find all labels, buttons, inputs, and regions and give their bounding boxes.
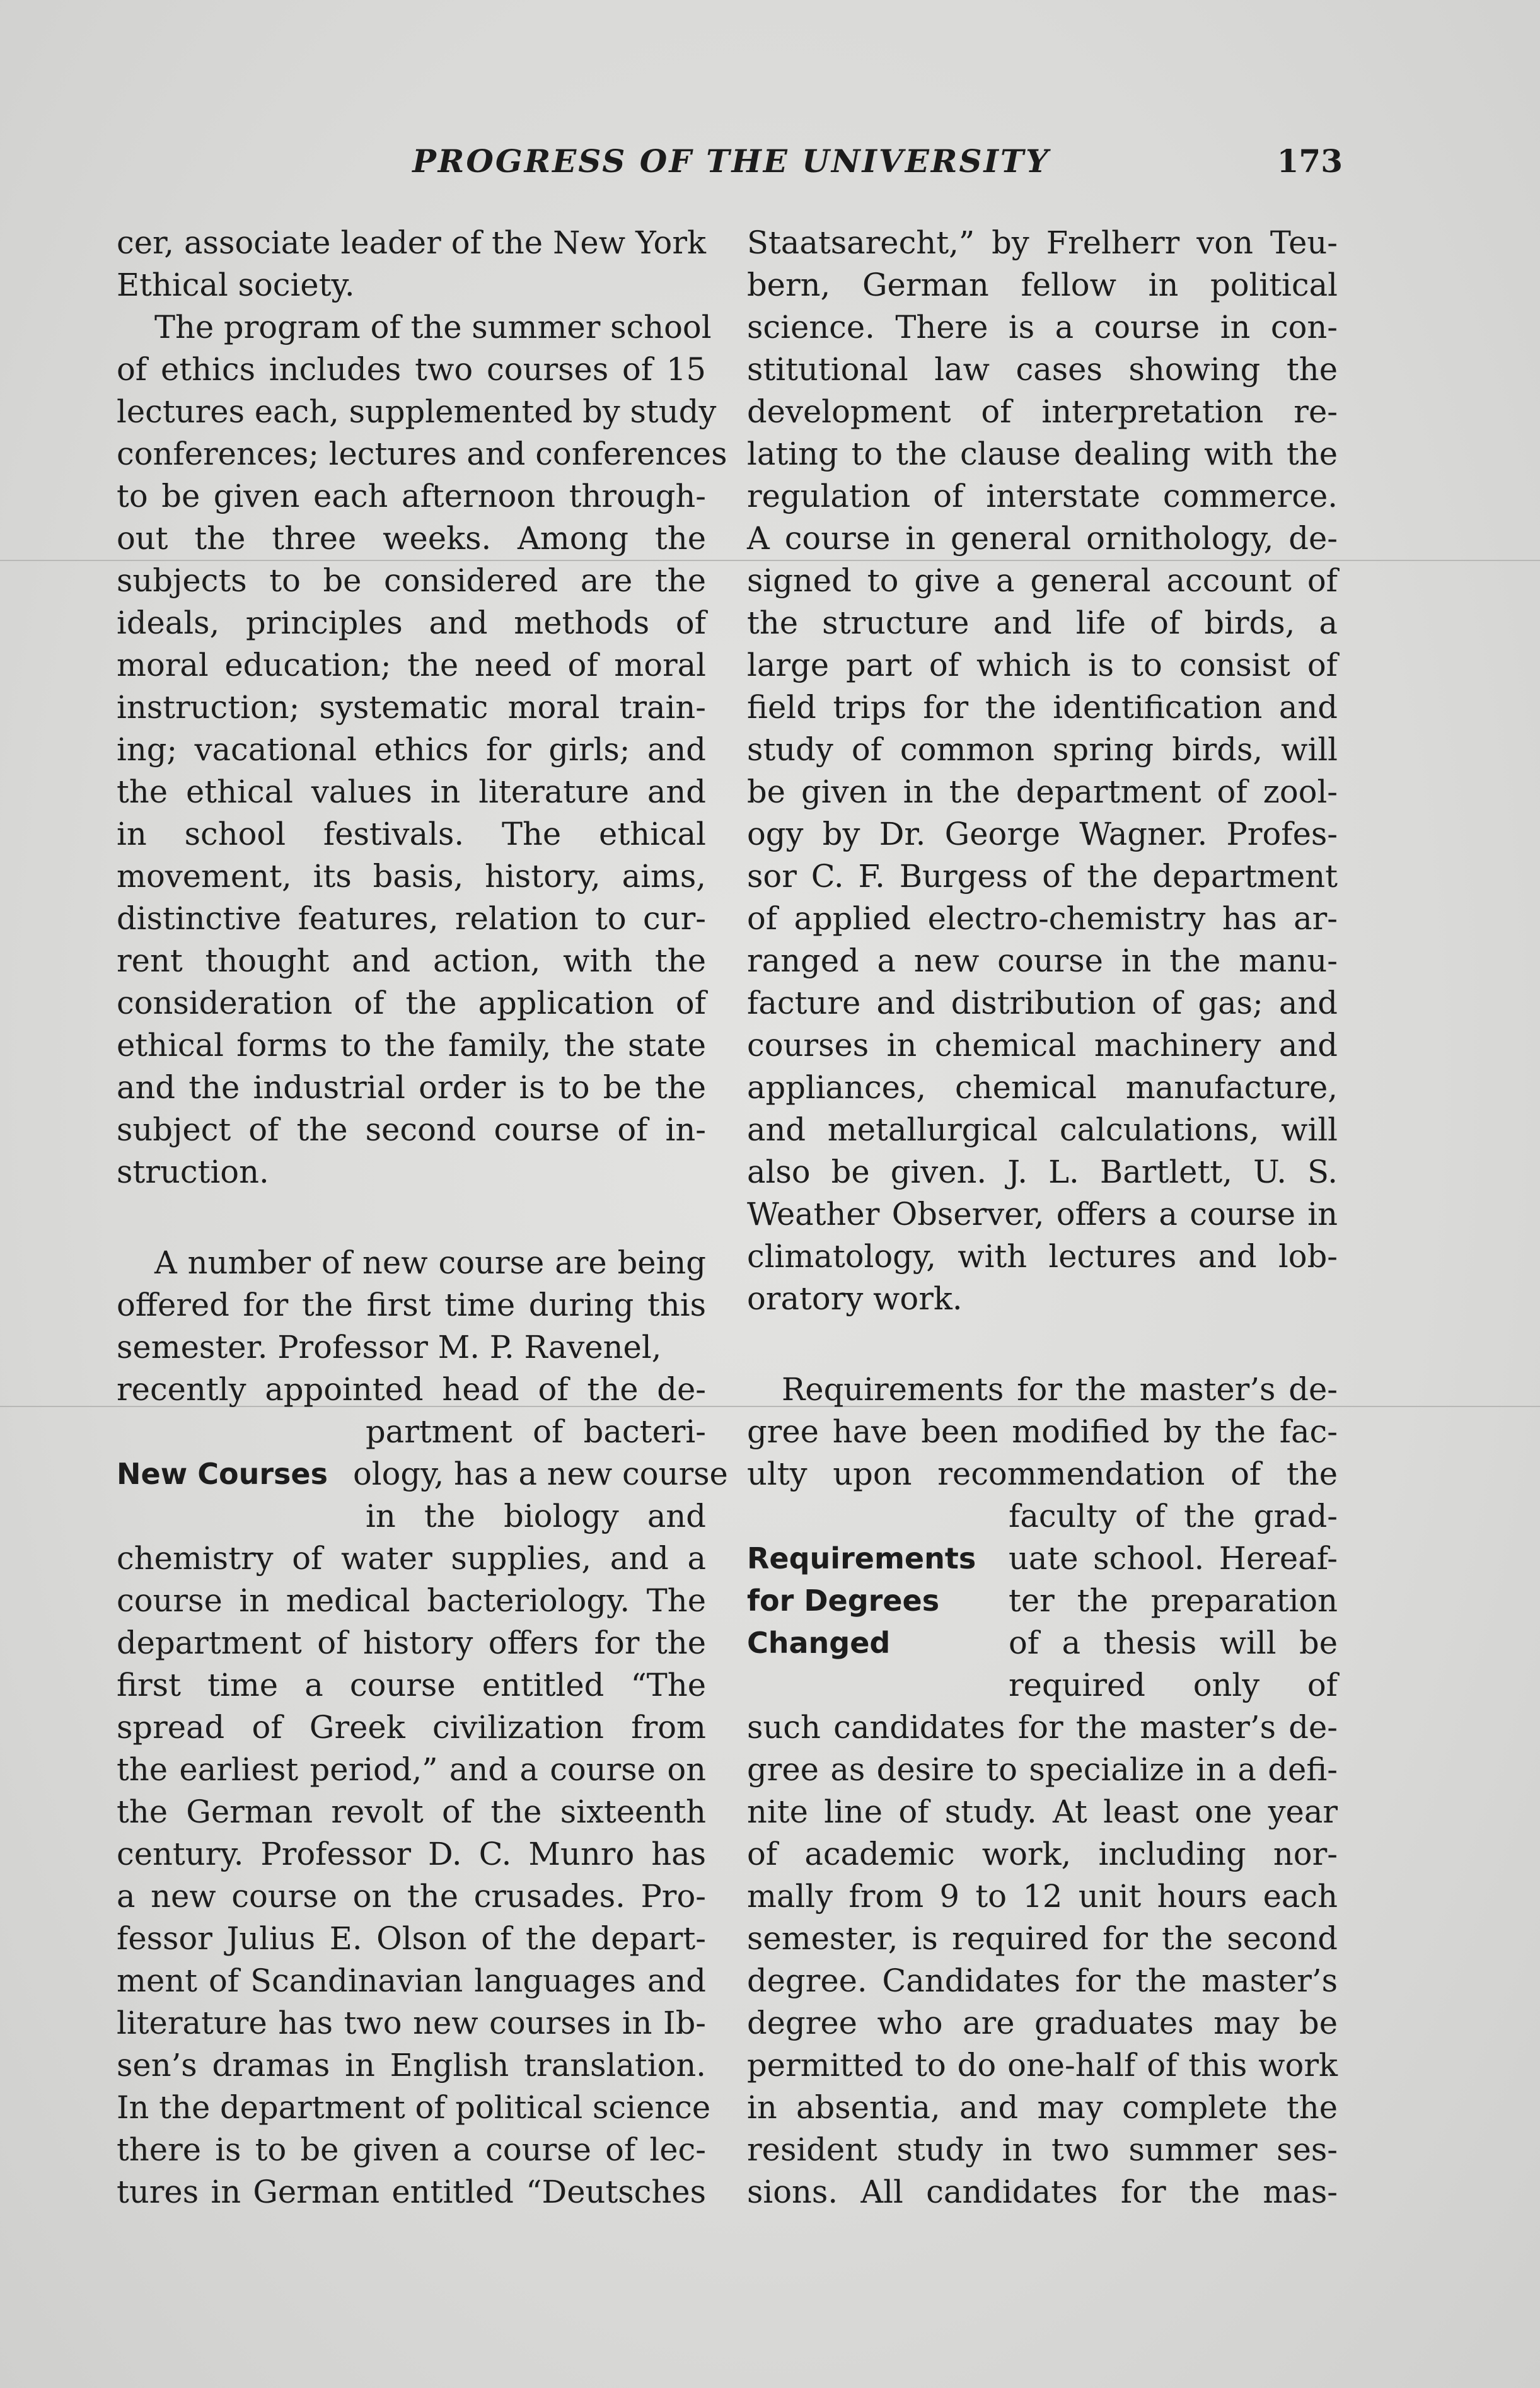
text-line: sions. All candidates for the mas- [747,2174,1338,2210]
text-line: signed to give a general account of [747,562,1338,599]
page-number: 173 [1277,142,1343,180]
text-line: the earliest period,” and a course on [117,1751,706,1788]
text-line: be given in the department of zool- [747,774,1338,810]
text-line: of applied electro-chemistry has ar- [747,900,1338,937]
text-line: sor C. F. Burgess of the department [747,858,1338,895]
text-line: Ethical society. [117,267,355,303]
text-line: ogy by Dr. George Wagner. Profes- [747,816,1338,852]
text-line: lectures each, supplemented by study [117,393,717,430]
text-line: spread of Greek civilization from [117,1709,706,1746]
text-line: struction. [117,1154,269,1190]
text-line: of academic work, including nor- [747,1836,1338,1872]
text-line: fessor Julius E. Olson of the depart- [117,1920,706,1957]
text-line: course in medical bacteriology. The [117,1582,706,1619]
text-line: ter the preparation [1009,1582,1338,1619]
text-line: sen’s dramas in English translation. [117,2047,706,2084]
text-line: nite line of study. At least one year [747,1794,1338,1830]
text-line: courses in chemical machinery and [747,1027,1338,1064]
running-title: PROGRESS OF THE UNIVERSITY [412,142,1050,180]
text-line: and metallurgical calculations, will [747,1111,1338,1148]
text-line: ranged a new course in the manu- [747,942,1338,979]
text-line: ment of Scandinavian languages and [117,1962,706,1999]
text-line: development of interpretation re- [747,393,1338,430]
text-line: out the three weeks. Among the [117,520,706,557]
text-line: gree have been modified by the fac- [747,1413,1338,1450]
text-line: partment of bacteri- [366,1413,706,1450]
text-line: degree who are graduates may be [747,2005,1338,2041]
text-line: cer, associate leader of the New York [117,224,706,261]
text-line: facture and distribution of gas; and [747,985,1338,1021]
margin-heading-new-courses: New Courses [117,1457,328,1491]
text-line: faculty of the grad- [1009,1498,1338,1534]
text-line: appliances, chemical manufacture, [747,1069,1338,1106]
text-line: tures in German entitled “Deutsches [117,2174,706,2210]
text-line: Weather Observer, offers a course in [747,1196,1338,1232]
text-line: required only of [1009,1667,1338,1703]
text-line: to be given each afternoon through- [117,478,706,514]
text-line: of a thesis will be [1009,1625,1338,1661]
text-line: moral education; the need of moral [117,647,706,683]
text-line: the structure and life of birds, a [747,605,1338,641]
text-line: ology, has a new course [353,1456,728,1492]
text-line: distinctive features, relation to cur- [117,900,706,937]
text-line: lating to the clause dealing with the [747,436,1338,472]
text-line: subjects to be considered are the [117,562,706,599]
text-line: in the biology and [366,1498,706,1534]
text-line: recently appointed head of the de- [117,1371,706,1408]
margin-heading-for-degrees: for Degrees [747,1584,940,1618]
text-line: movement, its basis, history, aims, [117,858,706,895]
text-line: consideration of the application of [117,985,706,1021]
text-line: chemistry of water supplies, and a [117,1540,706,1577]
text-line: also be given. J. L. Bartlett, U. S. [747,1154,1338,1190]
text-line: the ethical values in literature and [117,774,706,810]
text-line: of ethics includes two courses of 15 [117,351,706,388]
text-line: ideals, principles and methods of [117,605,706,641]
text-line: mally from 9 to 12 unit hours each [747,1878,1338,1915]
text-line: uate school. Hereaf- [1009,1540,1338,1577]
text-line: semester, is required for the second [747,1920,1338,1957]
text-line: A number of new course are being [154,1244,706,1281]
text-line: the German revolt of the sixteenth [117,1794,706,1830]
text-line: stitutional law cases showing the [747,351,1338,388]
text-line: such candidates for the master’s de- [747,1709,1338,1746]
text-line: semester. Professor M. P. Ravenel, [117,1329,662,1365]
text-line: ulty upon recommendation of the [747,1456,1338,1492]
text-line: subject of the second course of in- [117,1111,706,1148]
text-line: degree. Candidates for the master’s [747,1962,1338,1999]
text-line: A course in general ornithology, de- [747,520,1338,557]
text-line: a new course on the crusades. Pro- [117,1878,706,1915]
text-line: regulation of interstate commerce. [747,478,1338,514]
text-line: Staatsarecht,” by Frelherr von Teu- [747,224,1338,261]
text-line: literature has two new courses in Ib- [117,2005,706,2041]
text-line: oratory work. [747,1280,963,1317]
text-line: and the industrial order is to be the [117,1069,706,1106]
text-line: bern, German fellow in political [747,267,1338,303]
text-line: offered for the first time during this [117,1287,706,1323]
text-line: permitted to do one-half of this work [747,2047,1338,2084]
text-line: in absentia, and may complete the [747,2089,1338,2126]
text-line: century. Professor D. C. Munro has [117,1836,706,1872]
margin-heading-changed: Changed [747,1626,891,1660]
text-line: instruction; systematic moral train- [117,689,706,726]
text-line: department of history offers for the [117,1625,706,1661]
text-line: first time a course entitled “The [117,1667,706,1703]
text-line: large part of which is to consist of [747,647,1338,683]
text-line: conferences; lectures and conferences [117,436,727,472]
text-line: there is to be given a course of lec- [117,2131,706,2168]
text-line: science. There is a course in con- [747,309,1338,345]
text-line: resident study in two summer ses- [747,2131,1338,2168]
text-line: rent thought and action, with the [117,942,706,979]
text-line: ing; vacational ethics for girls; and [117,731,706,768]
page-header [120,140,1343,190]
text-line: Requirements for the master’s de- [782,1371,1338,1408]
text-line: in school festivals. The ethical [117,816,706,852]
text-line: The program of the summer school [154,309,712,345]
text-line: gree as desire to specialize in a defi- [747,1751,1338,1788]
margin-heading-requirements: Requirements [747,1541,976,1575]
text-line: climatology, with lectures and lob- [747,1238,1338,1275]
text-line: ethical forms to the family, the state [117,1027,706,1064]
text-line: field trips for the identification and [747,689,1338,726]
text-line: study of common spring birds, will [747,731,1338,768]
text-line: In the department of political science [117,2089,711,2126]
